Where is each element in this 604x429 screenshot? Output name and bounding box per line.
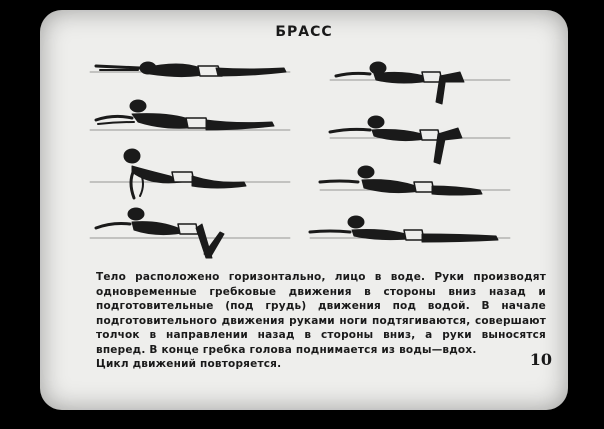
- swimmer-figure-1-icon: [96, 62, 286, 77]
- swimmer-figure-2-icon: [96, 100, 274, 130]
- swimmer-figure-3-icon: [124, 149, 246, 198]
- swimmer-figure-5-icon: [336, 62, 464, 104]
- swimmer-figure-4-icon: [96, 208, 224, 258]
- swimmer-figure-7-icon: [320, 166, 482, 195]
- description-text: [96, 270, 546, 372]
- page-number: 10: [529, 350, 552, 369]
- water-lines-icon: [90, 72, 510, 238]
- paragraph-main: Тело расположено горизонтально, лицо в воде. Руки производят одновременные гребковые движения в стороны вниз назад и подготовительные (под грудь) движения под водой. В начале подготовительного движения руками ноги подтягиваются, совершают толчок в направлении назад в стороны вниз, а руки выносятся вперед. В конце гребка голова поднимается из воды—вдох.: [96, 271, 546, 356]
- paragraph-cycle: Цикл движений повторяется.: [96, 358, 282, 370]
- breaststroke-swimmer-sequence-icon: [40, 10, 568, 270]
- page-title: БРАСС: [275, 24, 333, 40]
- swimmer-figure-6-icon: [330, 116, 462, 164]
- filmstrip-slide: [40, 10, 568, 410]
